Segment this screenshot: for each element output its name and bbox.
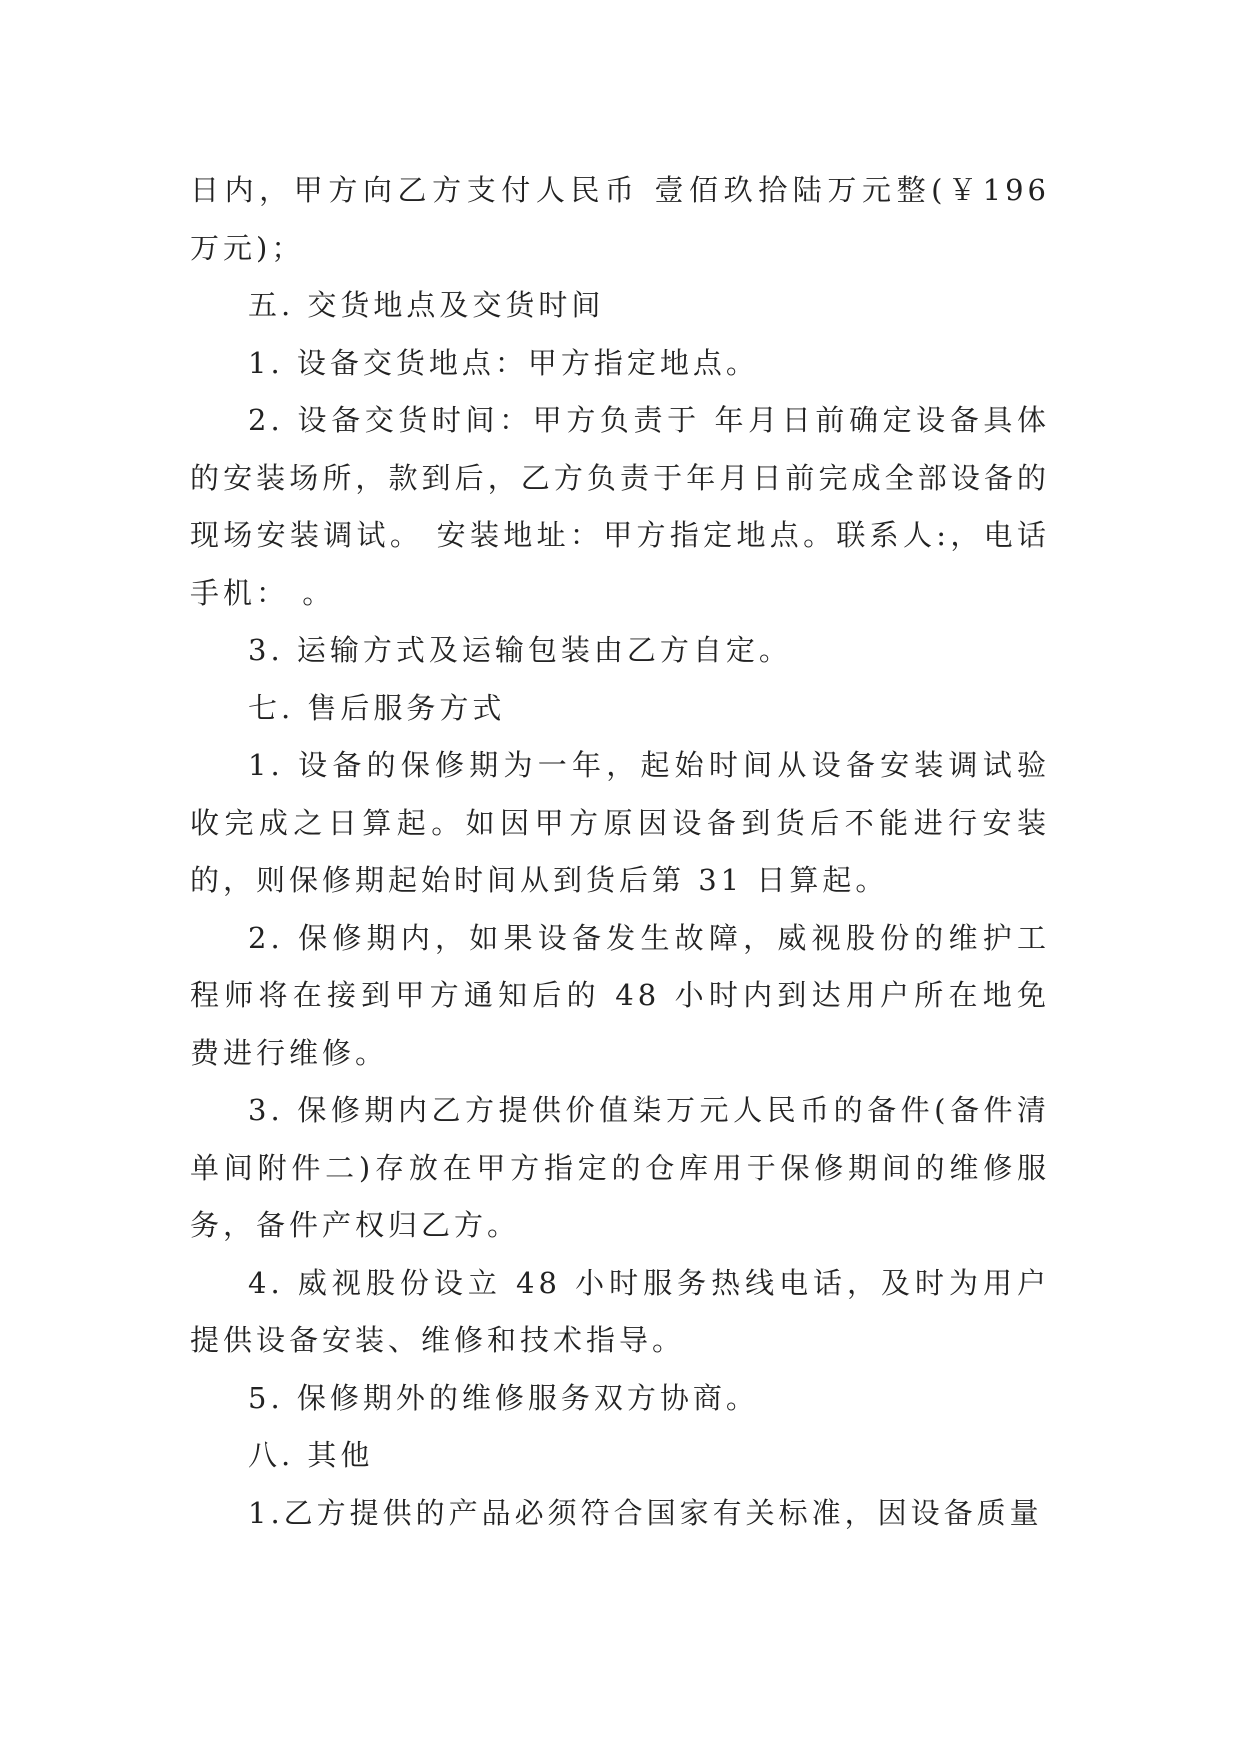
- section-heading-other: 八. 其他: [248, 1438, 374, 1472]
- section-heading-after-sales: 七. 售后服务方式: [248, 690, 506, 725]
- paragraph-spare-parts: 3. 保修期内乙方提供价值柒万元人民币的备件(备件清单间附件二)存放在甲方指定的仓库用于保修期间的维修服务，备件产权归乙方。: [190, 1093, 1050, 1242]
- document-body: [190, 162, 1050, 1542]
- paragraph-warranty-repair: 2. 保修期内，如果设备发生故障，威视股份的维护工程师将在接到甲方通知后的 48 小时内到达用户所在地免费进行维修。: [190, 920, 1050, 1070]
- paragraph-out-of-warranty: 5. 保修期外的维修服务双方协商。: [248, 1380, 759, 1415]
- paragraph-product-standards: 1.乙方提供的产品必须符合国家有关标准，因设备质量: [248, 1495, 1043, 1530]
- paragraph-transport: 3. 运输方式及运输包装由乙方自定。: [248, 633, 792, 667]
- paragraph-hotline: 4. 威视股份设立 48 小时服务热线电话，及时为用户提供设备安装、维修和技术指导。: [190, 1265, 1050, 1357]
- paragraph-delivery-time: 2. 设备交货时间：甲方负责于 年月日前确定设备具体的安装场所，款到后，乙方负责于年月日前完成全部设备的现场安装调试。 安装地址：甲方指定地点。联系人:，电话手机： 。: [190, 403, 1050, 610]
- paragraph-warranty-period: 1. 设备的保修期为一年，起始时间从设备安装调试验收完成之日算起。如因甲方原因设备到货后不能进行安装的，则保修期起始时间从到货后第 31 日算起。: [190, 748, 1050, 897]
- paragraph-payment-terms: 日内，甲方向乙方支付人民币 壹佰玖拾陆万元整(￥196 万元)；: [190, 173, 1050, 265]
- section-heading-delivery: 五. 交货地点及交货时间: [248, 288, 605, 322]
- paragraph-delivery-location: 1. 设备交货地点：甲方指定地点。: [248, 345, 759, 380]
